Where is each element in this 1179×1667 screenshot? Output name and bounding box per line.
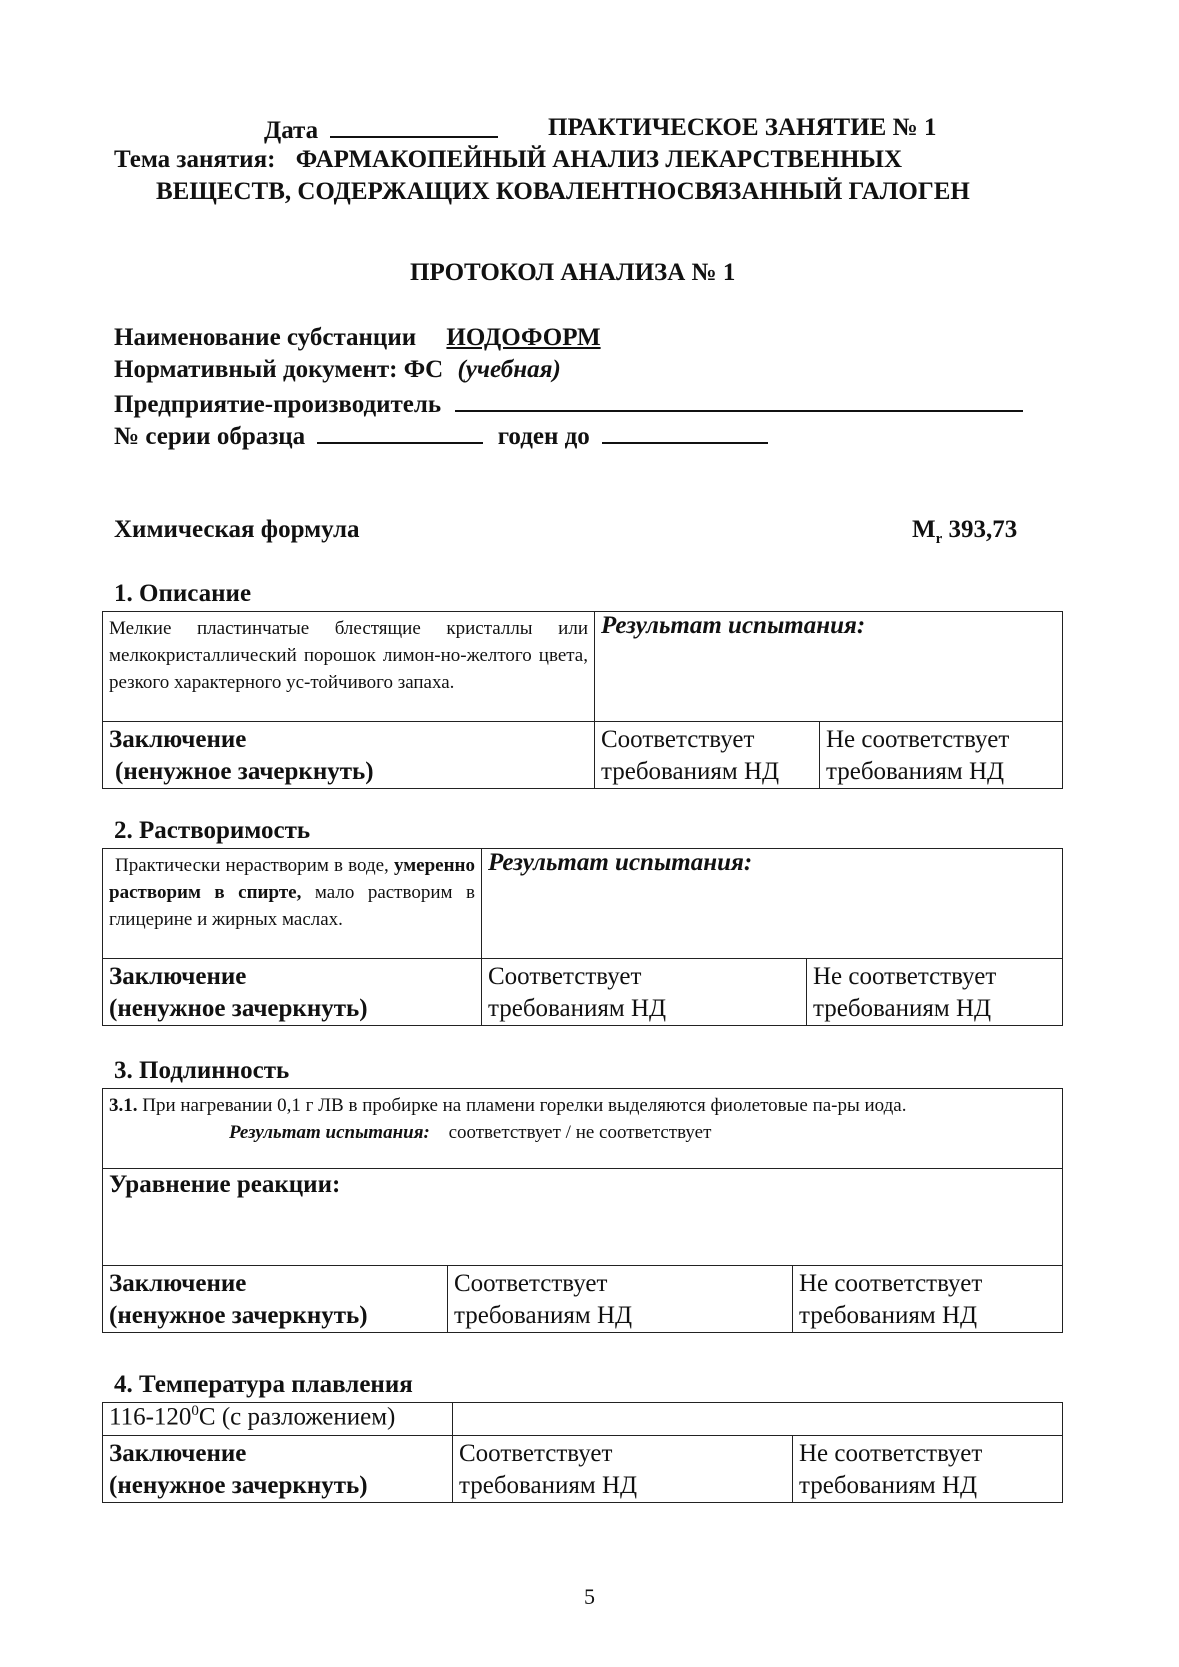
topic-label: Тема занятия: <box>114 146 276 173</box>
identity-table <box>102 1088 1063 1333</box>
option-complies-line2: требованиям НД <box>454 1302 633 1329</box>
option-not-complies-line2: требованиям НД <box>813 995 992 1022</box>
description-option-complies[interactable] <box>595 722 820 789</box>
normative-label: Нормативный документ: ФС <box>114 356 444 383</box>
identity-option-complies[interactable] <box>448 1266 793 1333</box>
identity-conclusion <box>103 1266 448 1333</box>
option-complies-line1: Соответствует <box>601 726 755 753</box>
identity-test-text <box>109 1092 1056 1119</box>
solubility-option-complies[interactable] <box>482 959 807 1026</box>
identity-result-label: Результат испытания: <box>229 1122 430 1143</box>
series-row <box>114 420 768 451</box>
normative-value: (учебная) <box>457 356 561 383</box>
melting-degree: 0 <box>191 1403 199 1419</box>
page-number: 5 <box>584 1584 595 1609</box>
option-complies-line2: требованиям НД <box>488 995 667 1022</box>
section-identity-title: 3. Подлинность <box>114 1057 290 1084</box>
manufacturer-label: Предприятие-производитель <box>114 391 442 418</box>
identity-option-not-complies[interactable] <box>793 1266 1063 1333</box>
topic-title-2: ВЕЩЕСТВ, СОДЕРЖАЩИХ КОВАЛЕНТНОСВЯЗАННЫЙ ГАЛОГЕН <box>156 178 970 205</box>
series-label: № серии образца <box>114 423 306 450</box>
identity-test-number: 3.1. <box>109 1095 138 1116</box>
option-complies-line2: требованиям НД <box>459 1472 638 1499</box>
mr-prefix: M <box>912 516 936 543</box>
series-blank[interactable] <box>317 420 483 444</box>
option-complies-line2: требованиям НД <box>601 758 780 785</box>
identity-test-description: При нагревании 0,1 г ЛВ в пробирке на пламени горелки выделяются фиолетовые па-ры иода. <box>142 1095 907 1116</box>
solubility-text-part2: умеренно растворим в спирте, <box>109 855 476 903</box>
valid-until-label: годен до <box>497 423 590 450</box>
option-not-complies-line2: требованиям НД <box>826 758 1005 785</box>
description-text: Мелкие пластинчатые блестящие кристаллы или мелкокристаллический порошок лимон-но-желтого цвета, резкого характерного ус-тойчивого запаха. <box>103 612 595 722</box>
option-not-complies-line2: требованиям НД <box>799 1472 978 1499</box>
conclusion-label: Заключение <box>109 1440 247 1467</box>
protocol-title: ПРОТОКОЛ АНАЛИЗА № 1 <box>410 259 736 286</box>
conclusion-note: (ненужное зачеркнуть) <box>109 1472 368 1499</box>
melting-range-cell <box>103 1403 453 1436</box>
practice-title: ПРАКТИЧЕСКОЕ ЗАНЯТИЕ № 1 <box>548 114 937 141</box>
melting-table <box>102 1402 1063 1503</box>
melting-range: 116-120 <box>109 1403 192 1431</box>
conclusion-note: (ненужное зачеркнуть) <box>115 758 374 785</box>
topic-title-1: ФАРМАКОПЕЙНЫЙ АНАЛИЗ ЛЕКАРСТВЕННЫХ <box>295 146 903 173</box>
identity-equation-cell[interactable]: Уравнение реакции: <box>103 1169 1063 1266</box>
molar-mass <box>912 516 1017 548</box>
solubility-result-label[interactable]: Результат испытания: <box>482 849 1063 959</box>
option-complies-line1: Соответствует <box>488 963 642 990</box>
section-solubility-title: 2. Растворимость <box>114 817 311 844</box>
date-blank[interactable] <box>330 114 498 138</box>
melting-result-cell[interactable] <box>453 1403 1063 1436</box>
section-description-title: 1. Описание <box>114 580 252 607</box>
solubility-option-not-complies[interactable] <box>807 959 1063 1026</box>
solubility-conclusion <box>103 959 482 1026</box>
manufacturer-row <box>114 388 1023 419</box>
mr-sub: r <box>935 531 943 547</box>
substance-value: ИОДОФОРМ <box>446 324 601 351</box>
section-melting-title: 4. Температура плавления <box>114 1371 413 1398</box>
option-complies-line1: Соответствует <box>459 1440 613 1467</box>
option-not-complies-line1: Не соответствует <box>799 1270 983 1297</box>
option-not-complies-line2: требованиям НД <box>799 1302 978 1329</box>
melting-option-complies[interactable] <box>453 1436 793 1503</box>
normative-row <box>114 356 561 384</box>
conclusion-label: Заключение <box>109 726 247 753</box>
melting-option-not-complies[interactable] <box>793 1436 1063 1503</box>
identity-result-row <box>109 1119 1056 1146</box>
substance-label: Наименование субстанции <box>114 324 417 351</box>
option-not-complies-line1: Не соответствует <box>813 963 997 990</box>
description-result-label[interactable]: Результат испытания: <box>595 612 1063 722</box>
formula-label: Химическая формула <box>114 516 360 543</box>
solubility-table <box>102 848 1063 1026</box>
date-line <box>264 114 498 145</box>
conclusion-label: Заключение <box>109 963 247 990</box>
melting-conclusion <box>103 1436 453 1503</box>
solubility-text-part3: мало растворим в глицерине и жирных маслах. <box>109 882 475 930</box>
valid-until-blank[interactable] <box>602 420 768 444</box>
solubility-text-part1: Практически нерастворим в воде, <box>115 855 389 876</box>
conclusion-note: (ненужное зачеркнуть) <box>109 1302 368 1329</box>
substance-row <box>114 324 601 352</box>
identity-result-options[interactable]: соответствует / не соответствует <box>448 1122 712 1143</box>
manufacturer-blank[interactable] <box>455 388 1023 412</box>
description-option-not-complies[interactable] <box>820 722 1063 789</box>
date-label: Дата <box>264 117 319 144</box>
option-not-complies-line1: Не соответствует <box>799 1440 983 1467</box>
option-complies-line1: Соответствует <box>454 1270 608 1297</box>
description-table <box>102 611 1063 789</box>
description-conclusion <box>103 722 595 789</box>
conclusion-note: (ненужное зачеркнуть) <box>109 995 368 1022</box>
conclusion-label: Заключение <box>109 1270 247 1297</box>
solubility-text <box>103 849 482 959</box>
mr-value: 393,73 <box>948 516 1018 543</box>
melting-unit-note: С (с разложением) <box>198 1403 396 1431</box>
identity-test-cell <box>103 1089 1063 1169</box>
option-not-complies-line1: Не соответствует <box>826 726 1010 753</box>
topic-line-1 <box>114 146 902 174</box>
